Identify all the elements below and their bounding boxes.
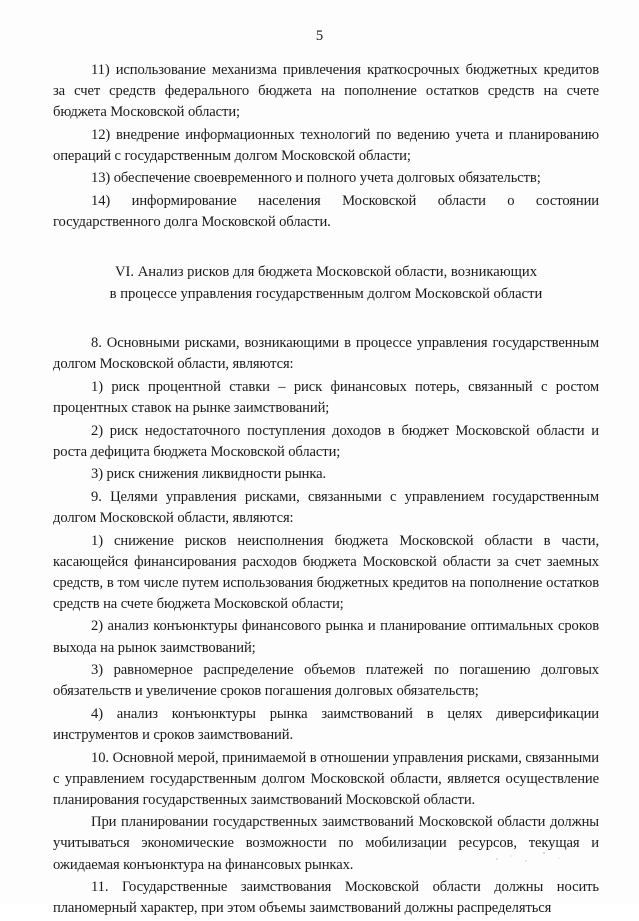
section-heading-line-1: VI. Анализ рисков для бюджета Московской области, возникающих — [115, 264, 537, 281]
paragraph-9: 9. Целями управления рисками, связанными с управлением государственным долгом Московской области, являются: — [53, 488, 599, 526]
list-item-14: 14) информирование населения Московской области о состоянии государственного долга Московской области. — [53, 193, 599, 231]
paragraph-8: 8. Основными рисками, возникающими в процессе управления государственным долгом Московской области, являются: — [53, 335, 599, 373]
document-body — [53, 60, 599, 921]
list-item-13: 13) обеспечение своевременного и полного учета долговых обязательств; — [91, 170, 541, 187]
paragraph-10: 10. Основной мерой, принимаемой в отношении управления рисками, связанными с управлением государственным долгом Московской области, является осуществление планирования государственных заимствований Московской области. — [53, 749, 599, 808]
goal-item-2: 2) анализ конъюнктуры финансового рынка и планирование оптимальных сроков выхода на рынок заимствований; — [53, 618, 599, 656]
section-heading-line-2: в процессе управления государственным долгом Московской области — [109, 285, 543, 302]
scan-noise-decoration — [489, 847, 569, 867]
section-heading — [53, 262, 599, 305]
goal-item-3: 3) равномерное распределение объемов платежей по погашению долговых обязательств и увеличение сроков погашения долговых обязательств; — [53, 662, 599, 700]
list-item-12: 12) внедрение информационных технологий по ведению учета и планированию операций с государственным долгом Московской области; — [53, 126, 599, 164]
planning-paragraph: При планировании государственных заимствований Московской области должны учитываться экономические возможности по мобилизации ресурсов, текущая и ожидаемая конъюнктура на финансовых рынках. — [53, 814, 599, 873]
page-number: 5 — [315, 28, 324, 44]
risk-item-3: 3) риск снижения ликвидности рынка. — [91, 466, 327, 483]
list-item-11: 11) использование механизма привлечения краткосрочных бюджетных кредитов за счет средств федерального бюджета на пополнение остатков средств на счете бюджета Московской области; — [53, 62, 599, 121]
risk-item-1: 1) риск процентной ставки – риск финансовых потерь, связанный с ростом процентных ставок на рынке заимствований; — [53, 378, 599, 417]
risk-item-2: 2) риск недостаточного поступления доходов в бюджет Московской области и роста дефицита бюджета Московской области; — [53, 422, 599, 460]
paragraph-11: 11. Государственные заимствования Московской области должны носить планомерный характер, при этом объемы заимствований должны распределяться — [53, 879, 599, 917]
goal-item-4: 4) анализ конъюнктуры рынка заимствований в целях диверсификации инструментов и сроков заимствований. — [53, 705, 599, 743]
goal-item-1: 1) снижение рисков неисполнения бюджета Московской области в части, касающейся финансирования расходов бюджета Московской области за счет заемных средств, в том числе путем использования бюджетных кредитов на пополнение остатков средств на счете бюджета Московской области; — [53, 532, 599, 612]
